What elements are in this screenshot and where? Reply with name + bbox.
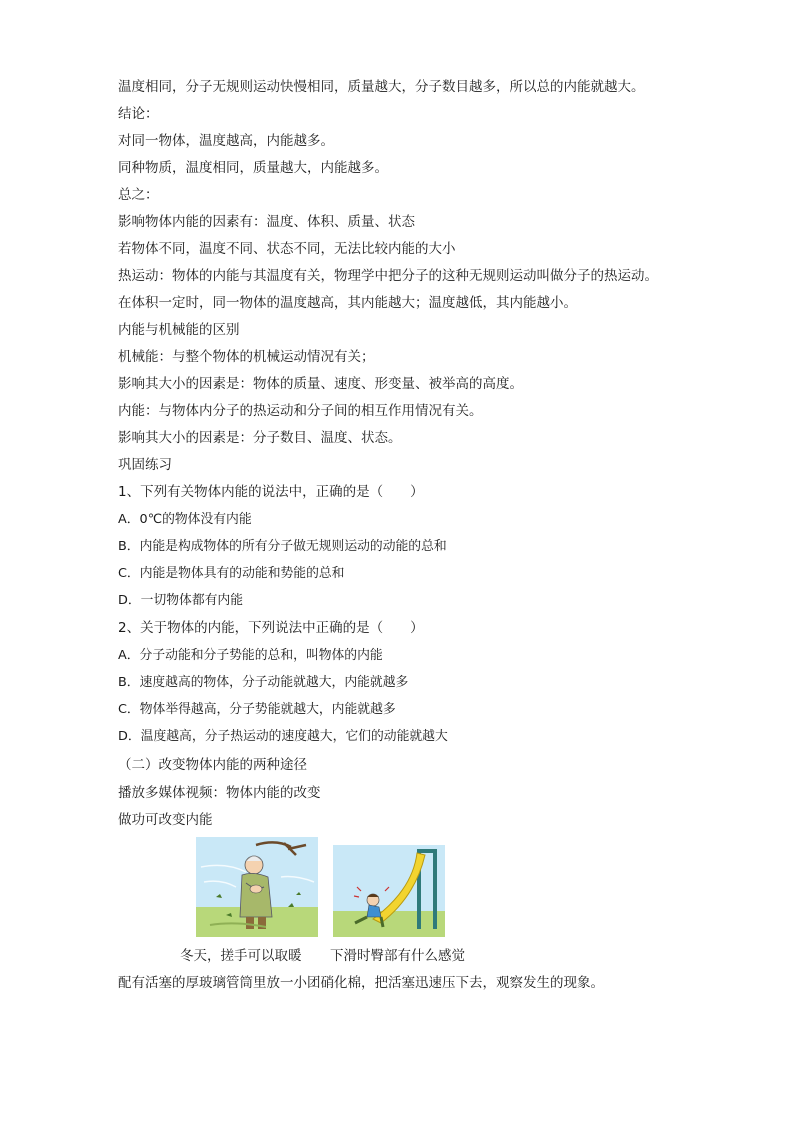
- old-man-icon: [196, 837, 318, 937]
- text-line: 在体积一定时，同一物体的温度越高，其内能越大；温度越低，其内能越小。: [118, 295, 577, 311]
- winter-rubbing-hands-illustration: [196, 837, 318, 937]
- text-line: 机械能：与整个物体的机械运动情况有关；: [118, 349, 375, 365]
- text-line: 若物体不同，温度不同、状态不同，无法比较内能的大小: [118, 241, 456, 257]
- question-2-option-b: B．速度越高的物体，分子动能就越大，内能就越多: [118, 675, 409, 690]
- question-1-option-a: A．0℃的物体没有内能: [118, 512, 252, 527]
- video-line: 播放多媒体视频：物体内能的改变: [118, 785, 321, 801]
- left-figure-caption: 冬天，搓手可以取暖: [180, 948, 302, 964]
- text-line: 影响其大小的因素是：分子数目、温度、状态。: [118, 430, 402, 446]
- text-line: 热运动：物体的内能与其温度有关，物理学中把分子的这种无规则运动叫做分子的热运动。: [118, 268, 658, 284]
- text-line: 影响物体内能的因素有：温度、体积、质量、状态: [118, 214, 415, 230]
- section-2-heading: （二）改变物体内能的两种途径: [118, 757, 307, 773]
- text-line: 结论：: [118, 106, 159, 122]
- question-2-stem: 2、关于物体的内能，下列说法中正确的是（ ）: [118, 620, 424, 636]
- text-line: 同种物质，温度相同，质量越大，内能越多。: [118, 160, 388, 176]
- section-heading: 巩固练习: [118, 457, 172, 473]
- question-2-option-c: C．物体举得越高，分子势能就越大，内能就越多: [118, 702, 396, 717]
- question-1-option-c: C．内能是物体具有的动能和势能的总和: [118, 566, 345, 581]
- text-line: 内能与机械能的区别: [118, 322, 240, 338]
- question-1-option-d: D．一切物体都有内能: [118, 593, 244, 608]
- question-2-option-a: A．分子动能和分子势能的总和，叫物体的内能: [118, 648, 383, 663]
- text-line: 对同一物体，温度越高，内能越多。: [118, 133, 334, 149]
- question-1-option-b: B．内能是构成物体的所有分子做无规则运动的动能的总和: [118, 539, 447, 554]
- question-1-stem: 1、下列有关物体内能的说法中，正确的是（ ）: [118, 484, 424, 500]
- subheading: 做功可改变内能: [118, 812, 213, 828]
- text-line: 影响其大小的因素是：物体的质量、速度、形变量、被举高的高度。: [118, 376, 523, 392]
- slide-icon: [333, 845, 445, 937]
- text-line: 温度相同，分子无规则运动快慢相同，质量越大，分子数目越多，所以总的内能就越大。: [118, 79, 645, 95]
- question-2-option-d: D．温度越高，分子热运动的速度越大，它们的动能就越大: [118, 729, 448, 744]
- text-line: 内能：与物体内分子的热运动和分子间的相互作用情况有关。: [118, 403, 483, 419]
- closing-line: 配有活塞的厚玻璃管筒里放一小团硝化棉，把活塞迅速压下去，观察发生的现象。: [118, 975, 604, 991]
- right-figure-caption: 下滑时臀部有什么感觉: [330, 948, 465, 964]
- text-line: 总之：: [118, 187, 159, 203]
- slide-illustration: [333, 845, 445, 937]
